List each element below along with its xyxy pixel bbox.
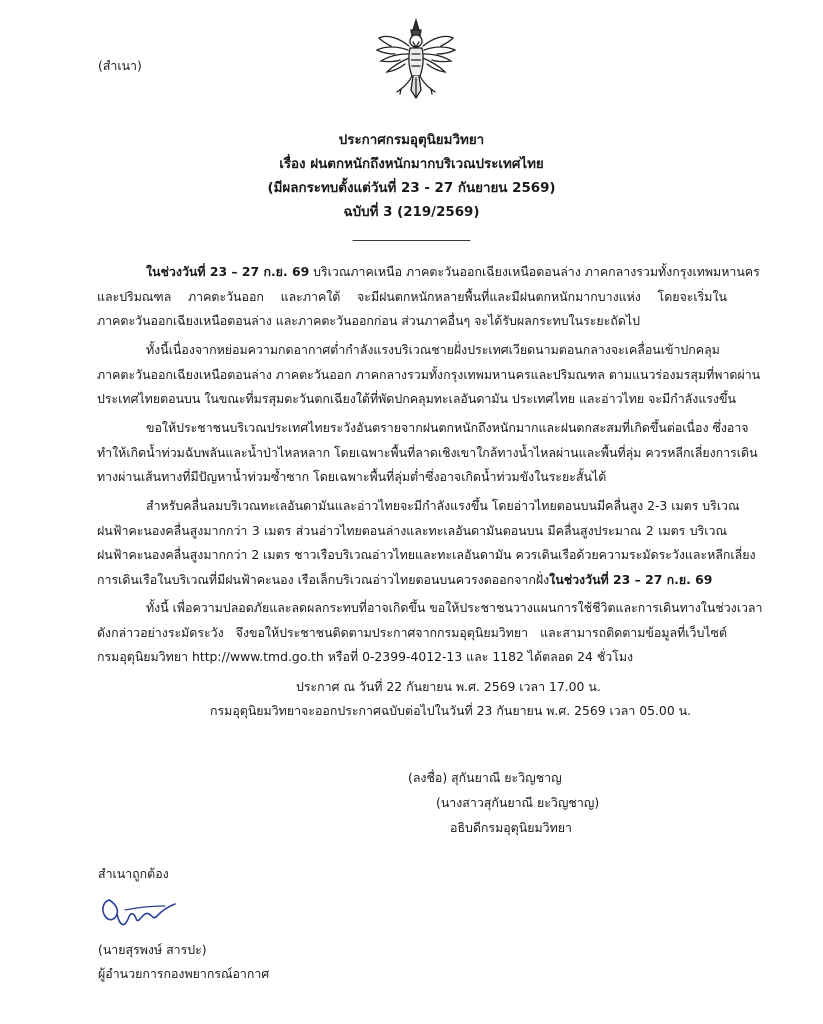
paragraph-line: ทั้งนี้เนื่องจากหย่อมความกดอากาศต่ำกำลังแรงบริเวณชายฝั่งประเทศเวียดนามตอนกลางจะเคลื่อนเข้าปกคลุม	[146, 342, 720, 357]
paragraph-cause	[97, 338, 761, 412]
issued-date: ประกาศ ณ วันที่ 22 กันยายน พ.ศ. 2569 เวลา 17.00 น.	[296, 679, 601, 694]
paragraph-line: ขอให้ประชาชนบริเวณประเทศไทยระวังอันตรายจากฝนตกหนักถึงหนักมากและฝนตกสะสมที่เกิดขึ้นต่อเนื่อง ซึ่งอาจ	[146, 420, 749, 435]
paragraph-line: กรมอุตุนิยมวิทยา http://www.tmd.go.th หรือที่ 0-2399-4012-13 และ 1182 ได้ตลอด 24 ชั่วโมง	[97, 649, 634, 665]
paragraph-line: ทางผ่านเส้นทางที่มีปัญหาน้ำท่วมซ้ำซาก โดยเฉพาะพื้นที่ลุ่มต่ำซึ่งอาจเกิดน้ำท่วมขังในระยะสั้นได้	[97, 469, 607, 485]
garuda-emblem-icon	[373, 16, 459, 102]
title-effective-dates: (มีผลกระทบตั้งแต่วันที่ 23 - 27 กันยายน 2569)	[267, 181, 556, 196]
paragraph-line: ภาคตะวันออกเฉียงเหนือตอนล่าง ภาคตะวันออก ภาคกลางรวมทั้งกรุงเทพมหานครและปริมณฑล ตามแนวร่องมรสุมที่พาดผ่าน	[97, 366, 761, 382]
certifier-position: ผู้อำนวยการกองพยากรณ์อากาศ	[98, 966, 270, 981]
title-divider: ___________________	[352, 226, 471, 241]
paragraph-line: ในช่วงวันที่ 23 – 27 ก.ย. 69 บริเวณภาคเหนือ ภาคตะวันออกเฉียงเหนือตอนล่าง ภาคกลางรวมทั้งกรุงเทพมหานคร	[146, 264, 760, 279]
title-department: ประกาศกรมอุตุนิยมวิทยา	[338, 133, 485, 148]
copy-label: (สำเนา)	[98, 58, 142, 73]
paragraph-line: ฝนฟ้าคะนองคลื่นสูงมากกว่า 3 เมตร ส่วนอ่าวไทยตอนล่างและทะเลอันดามันตอนบน มีคลื่นสูงประมาณ 2 เมตร บริเวณ	[97, 522, 727, 538]
paragraph-line: ดังกล่าวอย่างระมัดระวัง จึงขอให้ประชาชนติดตามประกาศจากกรมอุตุนิยมวิทยา และสามารถติดตามข้อมูลที่เว็บไซต์	[97, 624, 727, 640]
paragraph-line: ทั้งนี้ เพื่อความปลอดภัยและลดผลกระทบที่อาจเกิดขึ้น ขอให้ประชาชนวางแผนการใช้ชีวิตและการเดินทางในช่วงเวลา	[146, 600, 763, 615]
signatory-signed: (ลงชื่อ) สุกันยาณี ยะวิญชาญ	[408, 770, 562, 785]
date-range-bold: ในช่วงวันที่ 23 – 27 ก.ย. 69	[146, 264, 310, 279]
title-issue-number: ฉบับที่ 3 (219/2569)	[343, 205, 480, 220]
date-range-bold: ในช่วงวันที่ 23 – 27 ก.ย. 69	[549, 571, 713, 587]
paragraph-waves	[97, 494, 756, 592]
paragraph-impact	[97, 260, 760, 334]
title-subject: เรื่อง ฝนตกหนักถึงหนักมากบริเวณประเทศไทย	[279, 157, 544, 172]
paragraph-line: และปริมณฑล ภาคตะวันออก และภาคใต้ จะมีฝนตกหนักหลายพื้นที่และมีฝนตกหนักมากบางแห่ง โดยจะเริ่มใน	[97, 288, 727, 304]
paragraph-line: ภาคตะวันออกเฉียงเหนือตอนล่าง และภาคตะวันออกก่อน ส่วนภาคอื่นๆ จะได้รับผลกระทบในระยะถัดไป	[97, 313, 640, 329]
paragraph-line: ประเทศไทยตอนบน ในขณะที่มรสุมตะวันตกเฉียงใต้ที่พัดปกคลุมทะเลอันดามัน ประเทศไทย และอ่าวไทย จะมีกำลังแรงขึ้น	[97, 391, 736, 407]
certifier-name: (นายสุรพงษ์ สารปะ)	[98, 942, 207, 957]
paragraph-line: ทำให้เกิดน้ำท่วมฉับพลันและน้ำป่าไหลหลาก โดยเฉพาะพื้นที่ลาดเชิงเขาใกล้ทางน้ำไหลผ่านและพื้นที่ลุ่ม ควรหลีกเลี่ยงการเดิน	[97, 444, 758, 460]
paragraph-line: สำหรับคลื่นลมบริเวณทะเลอันดามันและอ่าวไทยจะมีกำลังแรงขึ้น โดยอ่าวไทยตอนบนมีคลื่นสูง 2-3 เมตร บริเวณ	[146, 498, 740, 513]
paragraph-line: การเดินเรือในบริเวณที่มีฝนฟ้าคะนอง เรือเล็กบริเวณอ่าวไทยตอนบนควรงดออกจากฝั่งในช่วงวันที่ 23 – 27 ก.ย. 69	[97, 571, 713, 587]
signatory-position: อธิบดีกรมอุตุนิยมวิทยา	[450, 820, 572, 835]
certified-copy-label: สำเนาถูกต้อง	[98, 866, 169, 881]
paragraph-line: ฝนฟ้าคะนองคลื่นสูงมากกว่า 2 เมตร ชาวเรือบริเวณอ่าวไทยและทะเลอันดามัน ควรเดินเรือด้วยความระมัดระวังและหลีกเลี่ยง	[97, 547, 756, 563]
signatory-full-name: (นางสาวสุกันยาณี ยะวิญชาญ)	[436, 795, 600, 810]
handwritten-signature-icon	[95, 892, 185, 932]
paragraph-advice	[97, 596, 763, 670]
paragraph-warning	[97, 416, 758, 490]
next-issue-date: กรมอุตุนิยมวิทยาจะออกประกาศฉบับต่อไปในวันที่ 23 กันยายน พ.ศ. 2569 เวลา 05.00 น.	[210, 703, 692, 718]
